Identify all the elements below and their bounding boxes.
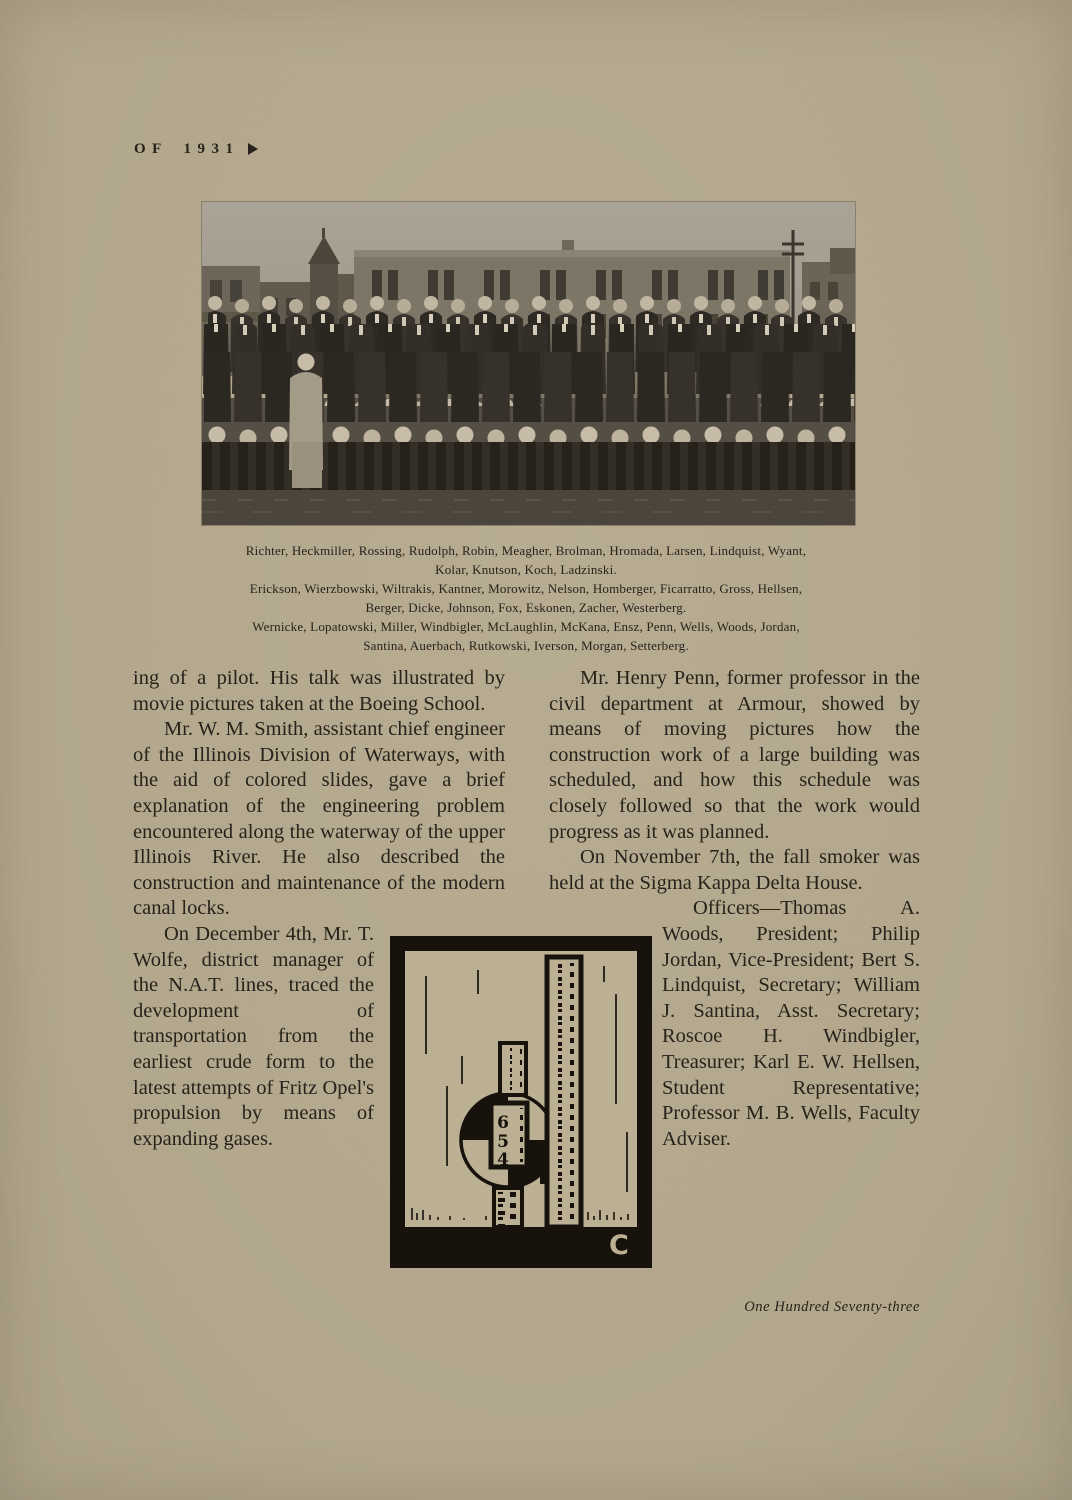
caption-line: Kolar, Knutson, Koch, Ladzinski. <box>435 562 617 577</box>
caption-line: Erickson, Wierzbowski, Wiltrakis, Kantner, Morowitz, Nelson, Homberger, Ficarratto, Gross, Hellsen, <box>249 581 803 596</box>
caption-line: Berger, Dicke, Johnson, Fox, Eskonen, Zacher, Westerberg. <box>365 600 687 615</box>
right-triangle-icon <box>248 143 258 155</box>
rod-digit: 6 <box>497 1113 509 1133</box>
paragraph: On November 7th, the fall smoker was held at the Sigma Kappa Delta House. <box>549 846 920 894</box>
paragraph: Mr. W. M. Smith, assistant chief engineer of the Illinois Division of Waterways, with the aid of colored slides, gave a brief explanation of the engineering problem encountered along the waterway of the upper Illinois River. He also described the construction and maintenance of the modern canal locks. <box>133 718 505 920</box>
page-header <box>134 141 258 158</box>
photo-grass <box>202 490 855 525</box>
group-photo-art <box>202 202 855 525</box>
wrap-spacer <box>505 666 506 897</box>
caption-line: Santina, Auerbach, Rutkowski, Iverson, Morgan, Setterberg. <box>363 638 689 653</box>
woodcut-illustration <box>390 936 652 1268</box>
caption-line: Richter, Heckmiller, Rossing, Rudolph, Robin, Meagher, Brolman, Hromada, Larsen, Lindquist, Wyant, <box>245 543 807 558</box>
woodcut-art <box>390 936 652 1268</box>
paragraph: Mr. Henry Penn, former professor in the civil department at Armour, showed by means of moving pictures how the construction work of a large building was scheduled, and how this schedule was closely followed so that the work would progress as it was planned. <box>549 667 920 843</box>
artist-signature: C <box>609 1230 629 1261</box>
paragraph: ing of a pilot. His talk was illustrated by movie pictures taken at the Boeing School. <box>133 667 505 715</box>
paragraph: On December 4th, Mr. T. Wolfe, district manager of the N.A.T. lines, traced the development of transportation from the earliest crude form to the latest attempts of Fritz Opel's propulsion by means of expanding gases. <box>133 922 374 1150</box>
leveling-rod-tall <box>547 957 581 1227</box>
rod-digit: 5 <box>497 1132 509 1152</box>
group-photo <box>202 202 855 525</box>
caption-line: Wernicke, Lopatowski, Miller, Windbigler, McLaughlin, McKana, Ensz, Penn, Wells, Woods, Jordan, <box>252 619 800 634</box>
paragraph: Officers—Thomas A. Woods, President; Philip Jordan, Vice-President; Bert S. Lindquist, Secretary; William J. Santina, Asst. Secretary; Roscoe H. Windbigler, Treasurer; Karl E. W. Hellsen, Student Representative; Professor M. B. Wells, Faculty Adviser. <box>662 897 920 1150</box>
header-title: OF 1931 <box>134 141 240 157</box>
photo-caption <box>166 541 886 655</box>
rod-digit: 4 <box>497 1150 509 1170</box>
page-number: One Hundred Seventy-three <box>744 1299 920 1315</box>
